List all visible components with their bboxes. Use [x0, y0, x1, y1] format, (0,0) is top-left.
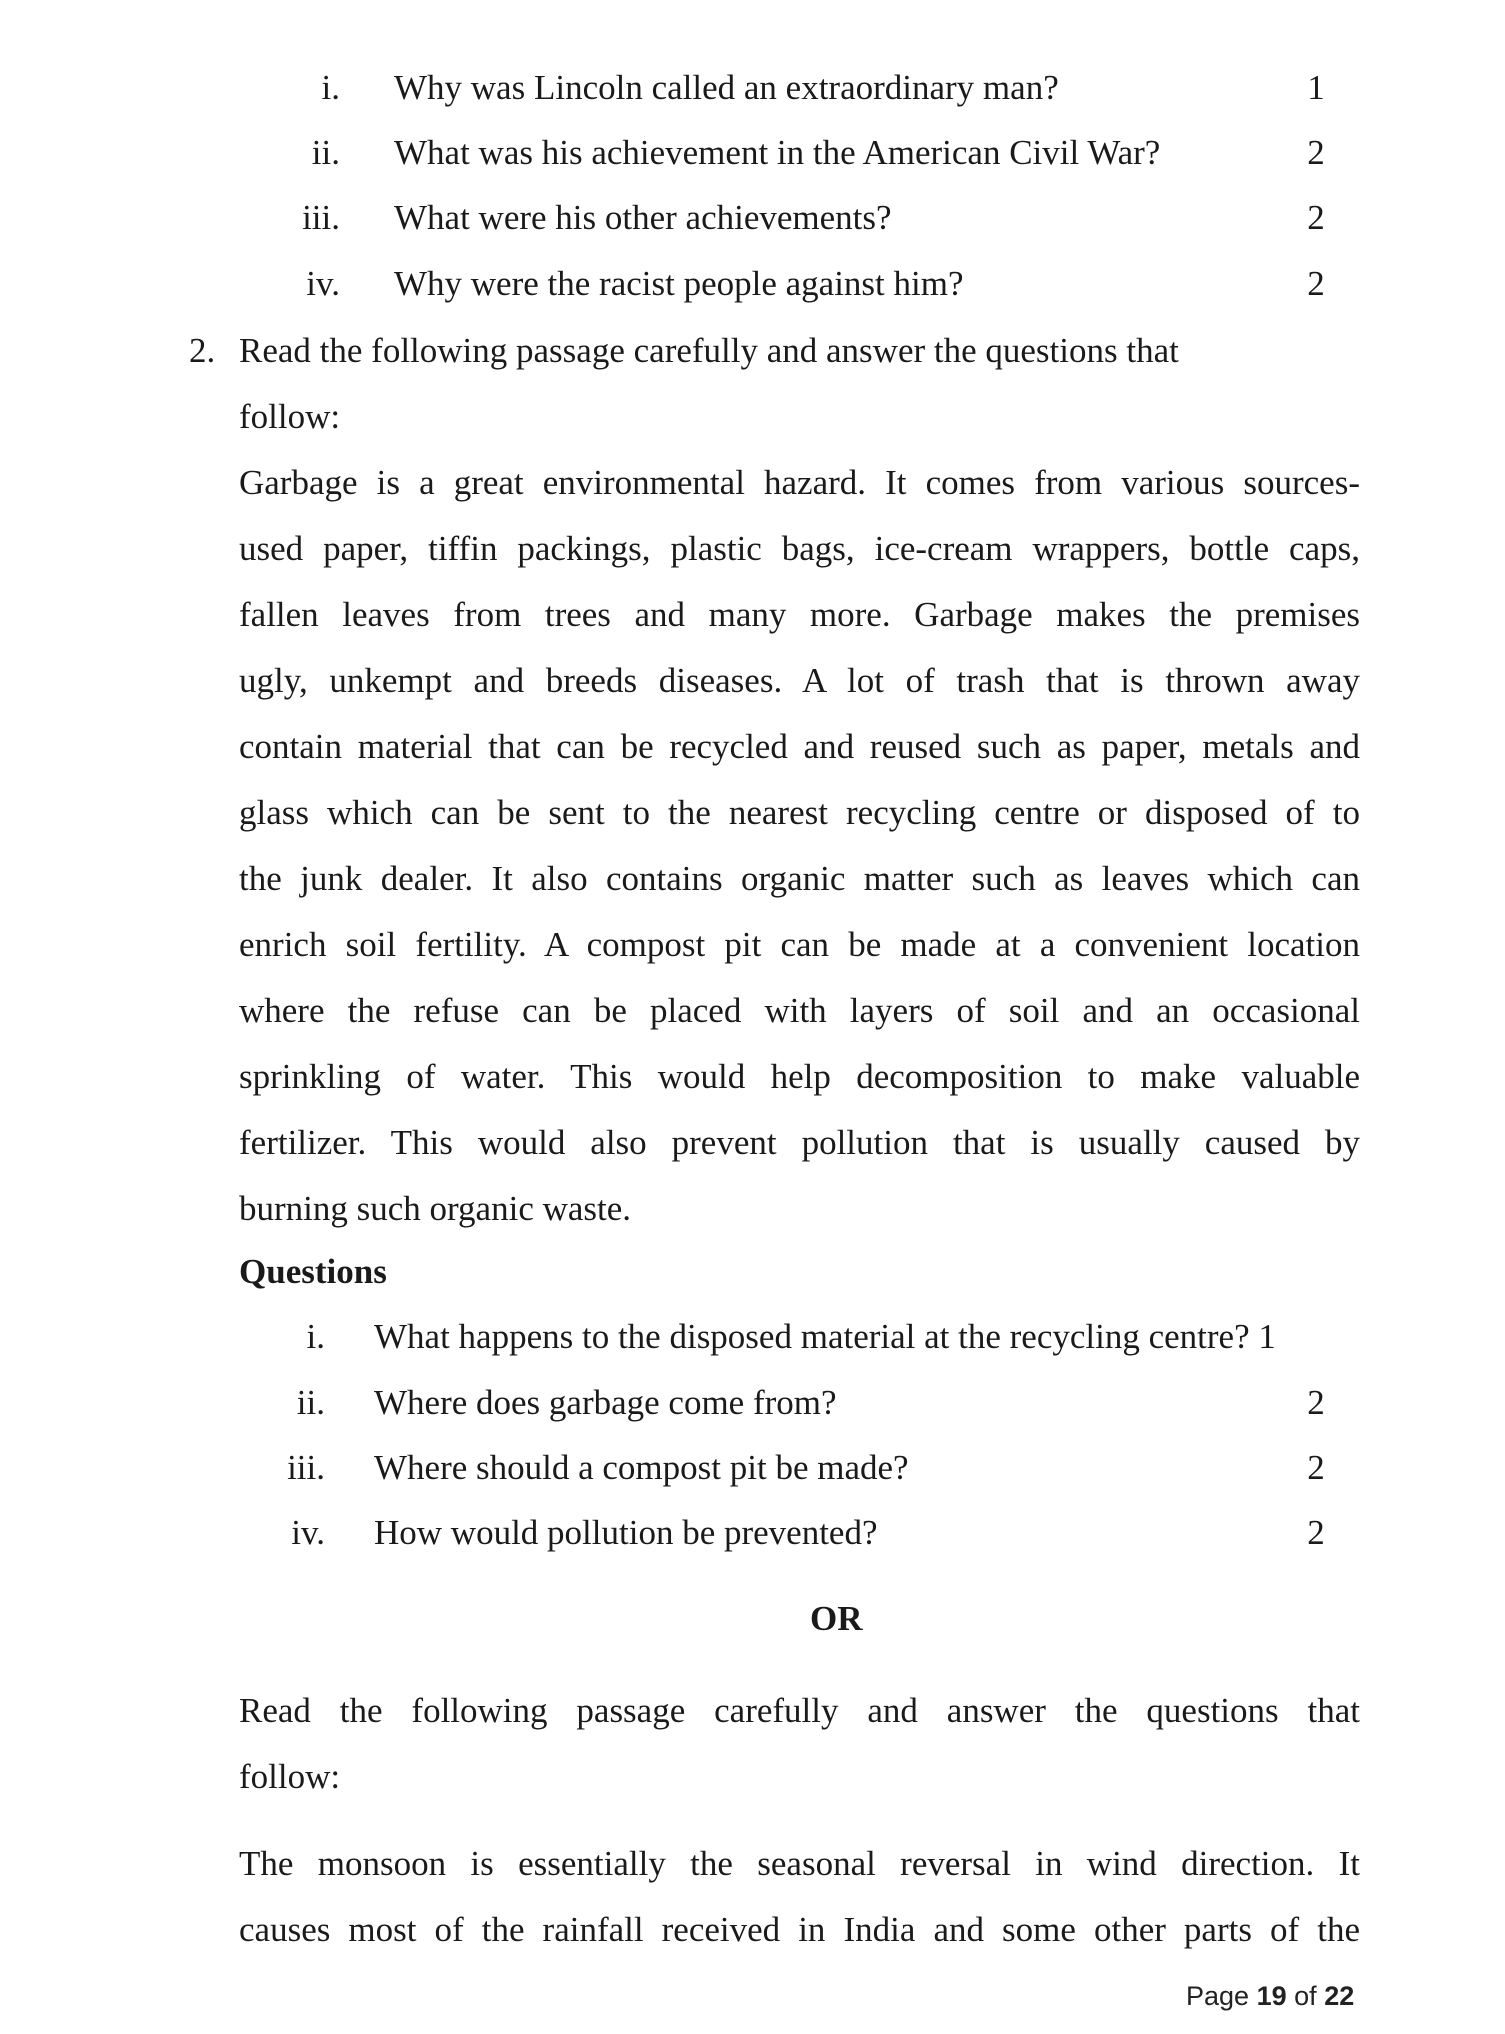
of-word: of — [1294, 1981, 1317, 2011]
passage-line: ugly, unkempt and breeds diseases. A lot of trash that is thrown away — [239, 661, 1360, 700]
q2-marks: 2 — [1307, 1513, 1325, 1552]
passage-line: glass which can be sent to the nearest recycling centre or disposed of to — [239, 793, 1360, 832]
passage-line: enrich soil fertility. A compost pit can be made at a convenient location — [239, 925, 1360, 964]
page-number-footer — [1186, 1979, 1354, 2013]
q1-numeral: iv. — [306, 264, 340, 303]
passage-line: burning such organic waste. — [239, 1189, 632, 1228]
alt-instruction — [239, 1678, 1360, 1810]
q2-number: 2. — [189, 331, 216, 370]
passage-line: The monsoon is essentially the seasonal reversal in wind direction. It — [239, 1844, 1360, 1883]
passage-line: causes most of the rainfall received in India and some other parts of the — [239, 1910, 1360, 1949]
q2-numeral: i. — [306, 1317, 325, 1356]
passage-line: contain material that can be recycled and reused such as paper, metals and — [239, 727, 1360, 766]
q1-question-text: What was his achievement in the American Civil War? — [394, 133, 1161, 172]
q1-marks: 2 — [1307, 198, 1325, 237]
q1-numeral: ii. — [311, 133, 340, 172]
alt-instruction-line: Read the following passage carefully and answer the questions that — [239, 1691, 1360, 1730]
q2-question-text: How would pollution be prevented? — [374, 1513, 878, 1552]
q2-numeral: iii. — [287, 1448, 325, 1487]
or-separator: OR — [810, 1599, 863, 1638]
passage-line: Garbage is a great environmental hazard. It comes from various sources- — [239, 463, 1360, 502]
q1-numeral: i. — [321, 68, 340, 107]
q1-marks: 1 — [1307, 68, 1325, 107]
q2-instruction-continued: follow: — [239, 397, 341, 436]
q1-question-text: Why were the racist people against him? — [394, 264, 964, 303]
passage-line: fertilizer. This would also prevent pollution that is usually caused by — [239, 1123, 1360, 1162]
total-pages: 22 — [1324, 1981, 1355, 2011]
passage-line: fallen leaves from trees and many more. Garbage makes the premises — [239, 595, 1360, 634]
q2-question-text: What happens to the disposed material at the recycling centre? 1 — [374, 1317, 1276, 1356]
alt-passage — [239, 1831, 1360, 1963]
q2-numeral: iv. — [291, 1513, 325, 1552]
current-page: 19 — [1256, 1981, 1287, 2011]
q2-question-text: Where does garbage come from? — [374, 1383, 837, 1422]
q1-question-text: What were his other achievements? — [394, 198, 892, 237]
passage-line: where the refuse can be placed with layers of soil and an occasional — [239, 991, 1360, 1030]
q2-marks: 2 — [1307, 1448, 1325, 1487]
passage-line: used paper, tiffin packings, plastic bags, ice-cream wrappers, bottle caps, — [239, 529, 1360, 568]
q2-question-text: Where should a compost pit be made? — [374, 1448, 909, 1487]
q2-instruction: Read the following passage carefully and answer the questions that — [239, 331, 1179, 370]
alt-instruction-line: follow: — [239, 1757, 341, 1796]
passage-line: sprinkling of water. This would help decomposition to make valuable — [239, 1057, 1360, 1096]
passage-line: the junk dealer. It also contains organic matter such as leaves which can — [239, 859, 1360, 898]
q1-marks: 2 — [1307, 133, 1325, 172]
q1-marks: 2 — [1307, 264, 1325, 303]
page-word: Page — [1186, 1981, 1250, 2011]
q1-question-text: Why was Lincoln called an extraordinary man? — [394, 68, 1059, 107]
questions-heading: Questions — [239, 1252, 387, 1291]
q1-numeral: iii. — [302, 198, 340, 237]
q2-passage — [239, 450, 1360, 1242]
q2-numeral: ii. — [296, 1383, 325, 1422]
q2-marks: 2 — [1307, 1383, 1325, 1422]
